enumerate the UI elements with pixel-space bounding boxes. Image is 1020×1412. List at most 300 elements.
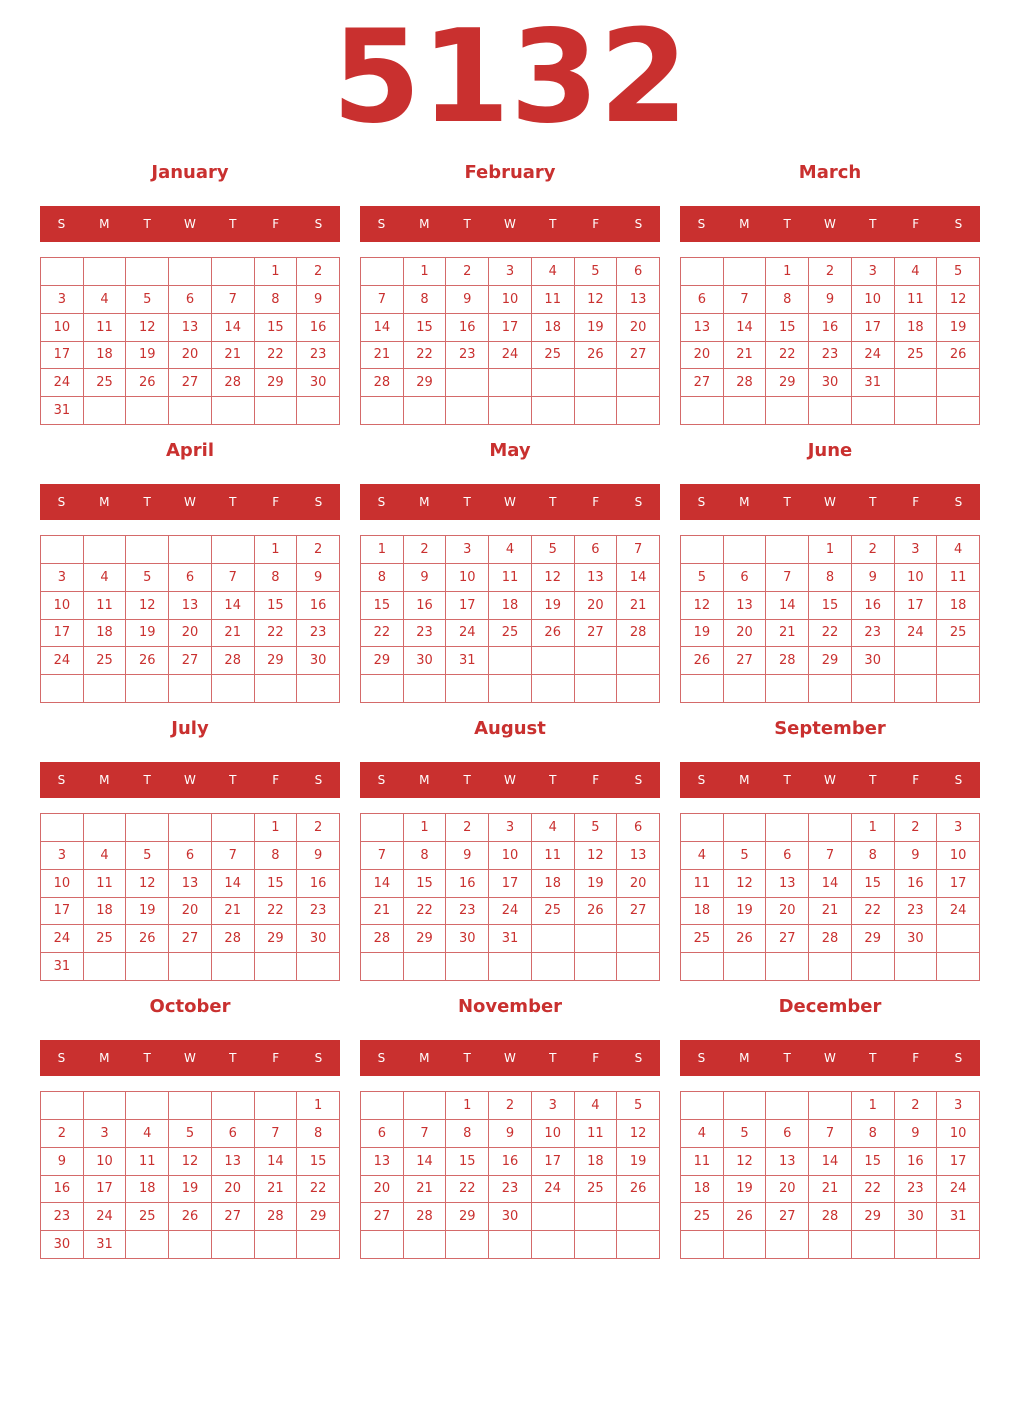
day-cell <box>297 397 340 425</box>
day-cell: 16 <box>446 870 489 898</box>
day-cell: 11 <box>532 842 575 870</box>
weekday-label: M <box>739 495 750 509</box>
day-cell <box>937 925 980 953</box>
day-cell: 8 <box>361 564 404 592</box>
day-cell: 13 <box>169 592 212 620</box>
day-cell: 23 <box>446 898 489 926</box>
day-cell: 18 <box>937 592 980 620</box>
weekday-label: T <box>143 1051 151 1065</box>
day-cell: 27 <box>212 1203 255 1231</box>
weekday-label: M <box>739 1051 750 1065</box>
day-cell: 6 <box>361 1120 404 1148</box>
month-name: September <box>774 718 886 739</box>
day-cell: 31 <box>489 925 532 953</box>
day-cell: 14 <box>809 870 852 898</box>
day-cell: 29 <box>809 647 852 675</box>
day-cell: 15 <box>297 1148 340 1176</box>
day-cell <box>809 1231 852 1259</box>
month-name: June <box>807 440 853 461</box>
day-cell: 15 <box>255 870 298 898</box>
day-cell: 6 <box>617 258 660 286</box>
day-cell <box>212 536 255 564</box>
day-cell: 16 <box>895 870 938 898</box>
day-cell: 28 <box>724 369 767 397</box>
day-cell <box>169 1092 212 1120</box>
day-cell: 28 <box>361 369 404 397</box>
weekday-label: S <box>314 495 323 509</box>
day-cell <box>361 814 404 842</box>
day-cell <box>126 258 169 286</box>
day-cell: 31 <box>41 397 84 425</box>
weekday-label: T <box>463 495 471 509</box>
day-cell: 11 <box>681 1148 724 1176</box>
day-cell: 20 <box>617 314 660 342</box>
day-cell <box>724 1231 767 1259</box>
day-cell: 26 <box>681 647 724 675</box>
day-cell: 21 <box>212 898 255 926</box>
day-cell <box>724 536 767 564</box>
day-cell: 16 <box>41 1176 84 1204</box>
day-cell: 21 <box>809 898 852 926</box>
day-cell: 12 <box>681 592 724 620</box>
weekday-label: S <box>377 1051 386 1065</box>
day-cell: 22 <box>404 342 447 370</box>
day-cell: 22 <box>255 342 298 370</box>
day-cell <box>681 675 724 703</box>
month-june <box>680 438 980 703</box>
weekday-label: S <box>634 773 643 787</box>
day-cell <box>766 397 809 425</box>
day-cell: 16 <box>489 1148 532 1176</box>
weekday-label: M <box>419 773 430 787</box>
day-cell: 22 <box>766 342 809 370</box>
day-cell: 19 <box>575 870 618 898</box>
day-cell: 15 <box>255 592 298 620</box>
day-cell: 24 <box>937 898 980 926</box>
day-cell: 10 <box>937 842 980 870</box>
day-cell <box>617 1203 660 1231</box>
day-cell: 30 <box>895 925 938 953</box>
day-cell: 27 <box>681 369 724 397</box>
day-cell <box>532 925 575 953</box>
weekday-label: W <box>824 773 836 787</box>
day-cell <box>126 814 169 842</box>
day-cell: 28 <box>212 369 255 397</box>
day-cell <box>809 675 852 703</box>
day-cell: 15 <box>361 592 404 620</box>
day-cell: 17 <box>532 1148 575 1176</box>
day-cell: 20 <box>575 592 618 620</box>
day-cell: 26 <box>126 925 169 953</box>
day-cell <box>84 953 127 981</box>
day-cell <box>212 953 255 981</box>
day-cell: 20 <box>361 1176 404 1204</box>
day-cell: 18 <box>575 1148 618 1176</box>
weekday-label: F <box>912 1051 920 1065</box>
day-cell: 17 <box>489 870 532 898</box>
day-cell: 21 <box>212 342 255 370</box>
day-cell: 2 <box>297 258 340 286</box>
day-cell: 13 <box>169 314 212 342</box>
day-cell: 3 <box>937 814 980 842</box>
day-cell: 4 <box>681 1120 724 1148</box>
day-cell <box>169 258 212 286</box>
day-cell <box>361 1092 404 1120</box>
day-cell: 31 <box>937 1203 980 1231</box>
day-cell: 11 <box>84 314 127 342</box>
day-cell <box>255 953 298 981</box>
day-cell: 20 <box>169 898 212 926</box>
day-cell: 2 <box>895 1092 938 1120</box>
weekday-label: S <box>697 773 706 787</box>
day-cell: 7 <box>212 286 255 314</box>
day-cell: 26 <box>575 898 618 926</box>
month-july <box>40 716 340 981</box>
day-cell <box>169 536 212 564</box>
day-cell: 7 <box>361 842 404 870</box>
day-grid <box>360 1091 660 1259</box>
day-cell: 5 <box>724 1120 767 1148</box>
day-cell: 15 <box>404 870 447 898</box>
weekday-label: F <box>272 495 280 509</box>
day-cell <box>532 1203 575 1231</box>
day-cell: 25 <box>895 342 938 370</box>
day-cell: 2 <box>41 1120 84 1148</box>
month-name: August <box>474 718 546 739</box>
day-cell: 24 <box>532 1176 575 1204</box>
day-cell: 26 <box>724 925 767 953</box>
month-name: May <box>489 440 531 461</box>
day-cell: 21 <box>766 620 809 648</box>
day-cell: 7 <box>766 564 809 592</box>
weekday-label: T <box>463 217 471 231</box>
day-cell: 13 <box>575 564 618 592</box>
month-march <box>680 160 980 425</box>
day-cell: 15 <box>809 592 852 620</box>
day-cell <box>169 1231 212 1259</box>
day-cell <box>84 1092 127 1120</box>
day-cell: 24 <box>446 620 489 648</box>
weekday-label: F <box>592 217 600 231</box>
weekday-label: T <box>869 773 877 787</box>
weekday-label: T <box>143 773 151 787</box>
day-cell <box>681 1231 724 1259</box>
day-cell: 7 <box>724 286 767 314</box>
day-cell: 12 <box>575 286 618 314</box>
day-cell: 12 <box>575 842 618 870</box>
day-cell <box>446 953 489 981</box>
day-cell: 28 <box>617 620 660 648</box>
day-cell: 30 <box>404 647 447 675</box>
day-cell <box>617 647 660 675</box>
day-cell: 10 <box>937 1120 980 1148</box>
day-cell: 15 <box>255 314 298 342</box>
day-grid <box>680 1091 980 1259</box>
day-cell: 23 <box>809 342 852 370</box>
day-cell: 15 <box>446 1148 489 1176</box>
day-cell: 27 <box>766 925 809 953</box>
day-cell: 4 <box>489 536 532 564</box>
day-cell: 5 <box>126 564 169 592</box>
weekday-header <box>360 762 660 798</box>
day-cell: 27 <box>169 647 212 675</box>
weekday-label: S <box>697 217 706 231</box>
day-cell: 5 <box>169 1120 212 1148</box>
day-cell: 3 <box>852 258 895 286</box>
day-cell: 23 <box>297 620 340 648</box>
day-cell <box>169 953 212 981</box>
weekday-label: T <box>549 1051 557 1065</box>
day-cell: 27 <box>724 647 767 675</box>
day-cell: 7 <box>617 536 660 564</box>
day-cell: 17 <box>489 314 532 342</box>
weekday-label: F <box>272 1051 280 1065</box>
day-cell <box>575 953 618 981</box>
day-cell: 8 <box>852 842 895 870</box>
day-cell <box>404 397 447 425</box>
day-cell: 12 <box>126 870 169 898</box>
weekday-label: T <box>229 1051 237 1065</box>
day-cell <box>41 536 84 564</box>
day-cell: 26 <box>126 369 169 397</box>
weekday-label: M <box>99 1051 110 1065</box>
weekday-label: W <box>824 217 836 231</box>
day-cell <box>361 258 404 286</box>
day-cell <box>532 953 575 981</box>
day-cell <box>212 397 255 425</box>
day-cell: 2 <box>297 814 340 842</box>
day-cell: 1 <box>361 536 404 564</box>
day-cell: 27 <box>766 1203 809 1231</box>
day-grid <box>680 257 980 425</box>
day-cell <box>126 953 169 981</box>
day-cell <box>489 1231 532 1259</box>
day-cell: 6 <box>681 286 724 314</box>
day-cell: 30 <box>852 647 895 675</box>
day-cell: 7 <box>255 1120 298 1148</box>
day-cell <box>724 953 767 981</box>
day-cell: 7 <box>361 286 404 314</box>
day-cell: 17 <box>41 620 84 648</box>
weekday-label: M <box>99 495 110 509</box>
day-cell: 2 <box>446 258 489 286</box>
month-may <box>360 438 660 703</box>
weekday-label: W <box>824 495 836 509</box>
day-cell: 25 <box>84 925 127 953</box>
year-title: 5132 <box>331 3 689 152</box>
day-cell: 22 <box>446 1176 489 1204</box>
day-cell: 27 <box>361 1203 404 1231</box>
day-cell: 14 <box>361 314 404 342</box>
day-grid <box>40 1091 340 1259</box>
day-cell: 24 <box>937 1176 980 1204</box>
day-cell <box>681 536 724 564</box>
weekday-label: S <box>314 217 323 231</box>
day-cell: 1 <box>446 1092 489 1120</box>
day-cell: 13 <box>361 1148 404 1176</box>
day-cell: 1 <box>404 258 447 286</box>
day-cell: 20 <box>212 1176 255 1204</box>
day-cell: 5 <box>575 258 618 286</box>
month-september <box>680 716 980 981</box>
day-cell: 6 <box>169 842 212 870</box>
day-cell: 20 <box>169 620 212 648</box>
day-cell <box>575 675 618 703</box>
day-cell: 6 <box>617 814 660 842</box>
day-cell: 30 <box>297 647 340 675</box>
day-cell: 24 <box>852 342 895 370</box>
day-cell: 13 <box>212 1148 255 1176</box>
weekday-label: M <box>99 217 110 231</box>
weekday-label: S <box>954 217 963 231</box>
weekday-label: S <box>377 773 386 787</box>
day-cell: 16 <box>297 592 340 620</box>
day-cell <box>212 258 255 286</box>
weekday-header <box>680 206 980 242</box>
month-name: July <box>171 718 209 739</box>
weekday-label: T <box>869 495 877 509</box>
day-cell <box>255 397 298 425</box>
day-cell <box>489 369 532 397</box>
day-cell <box>361 1231 404 1259</box>
day-cell: 1 <box>809 536 852 564</box>
day-cell <box>446 675 489 703</box>
day-cell: 5 <box>937 258 980 286</box>
day-cell: 3 <box>84 1120 127 1148</box>
day-cell: 10 <box>895 564 938 592</box>
day-cell: 11 <box>84 870 127 898</box>
day-cell <box>617 369 660 397</box>
day-cell: 29 <box>404 369 447 397</box>
day-cell: 19 <box>724 898 767 926</box>
day-cell: 14 <box>766 592 809 620</box>
day-cell: 4 <box>84 286 127 314</box>
day-cell: 16 <box>297 870 340 898</box>
day-cell: 11 <box>681 870 724 898</box>
day-cell <box>575 1203 618 1231</box>
day-cell: 8 <box>404 286 447 314</box>
weekday-label: T <box>229 217 237 231</box>
day-cell: 9 <box>404 564 447 592</box>
day-cell: 5 <box>617 1092 660 1120</box>
day-cell: 7 <box>809 842 852 870</box>
day-cell: 8 <box>255 286 298 314</box>
day-cell <box>169 814 212 842</box>
weekday-label: W <box>504 773 516 787</box>
day-cell: 30 <box>489 1203 532 1231</box>
day-cell <box>681 258 724 286</box>
day-cell <box>41 258 84 286</box>
day-cell: 29 <box>361 647 404 675</box>
day-cell: 22 <box>809 620 852 648</box>
day-cell: 2 <box>404 536 447 564</box>
day-cell: 3 <box>489 814 532 842</box>
day-cell: 13 <box>766 1148 809 1176</box>
day-cell: 7 <box>212 842 255 870</box>
day-cell: 8 <box>809 564 852 592</box>
month-january <box>40 160 340 425</box>
day-cell: 29 <box>255 369 298 397</box>
day-grid <box>360 257 660 425</box>
day-cell: 18 <box>681 898 724 926</box>
day-cell: 9 <box>297 286 340 314</box>
day-cell: 10 <box>84 1148 127 1176</box>
day-cell: 10 <box>41 592 84 620</box>
day-cell <box>84 675 127 703</box>
weekday-label: S <box>57 495 66 509</box>
day-cell <box>766 814 809 842</box>
day-cell: 14 <box>212 592 255 620</box>
day-cell <box>617 1231 660 1259</box>
day-cell <box>169 397 212 425</box>
day-cell: 17 <box>852 314 895 342</box>
day-cell: 17 <box>937 870 980 898</box>
day-cell <box>766 1092 809 1120</box>
day-cell <box>575 1231 618 1259</box>
day-cell: 19 <box>617 1148 660 1176</box>
day-cell: 1 <box>766 258 809 286</box>
day-cell: 16 <box>895 1148 938 1176</box>
day-cell <box>126 675 169 703</box>
day-cell: 25 <box>575 1176 618 1204</box>
day-cell: 4 <box>575 1092 618 1120</box>
day-cell: 5 <box>681 564 724 592</box>
day-cell: 1 <box>255 536 298 564</box>
weekday-header <box>40 206 340 242</box>
day-cell: 24 <box>41 369 84 397</box>
weekday-label: T <box>143 217 151 231</box>
day-cell: 13 <box>617 842 660 870</box>
day-cell: 18 <box>489 592 532 620</box>
day-cell: 14 <box>361 870 404 898</box>
day-cell: 7 <box>809 1120 852 1148</box>
day-cell: 29 <box>404 925 447 953</box>
day-cell: 26 <box>575 342 618 370</box>
weekday-label: W <box>184 773 196 787</box>
weekday-label: S <box>57 773 66 787</box>
day-cell: 20 <box>766 1176 809 1204</box>
day-cell: 21 <box>617 592 660 620</box>
day-cell: 6 <box>724 564 767 592</box>
day-cell: 14 <box>617 564 660 592</box>
day-cell: 22 <box>852 898 895 926</box>
day-cell: 21 <box>255 1176 298 1204</box>
day-cell: 25 <box>937 620 980 648</box>
day-cell <box>41 1092 84 1120</box>
day-cell <box>489 397 532 425</box>
day-cell: 23 <box>446 342 489 370</box>
weekday-header <box>680 1040 980 1076</box>
day-cell: 8 <box>255 842 298 870</box>
weekday-label: S <box>634 1051 643 1065</box>
weekday-label: S <box>57 1051 66 1065</box>
day-cell: 13 <box>681 314 724 342</box>
day-cell: 21 <box>361 342 404 370</box>
day-cell <box>489 953 532 981</box>
weekday-label: M <box>419 217 430 231</box>
day-cell: 13 <box>766 870 809 898</box>
day-cell: 12 <box>617 1120 660 1148</box>
day-cell <box>575 925 618 953</box>
weekday-label: F <box>912 495 920 509</box>
day-cell <box>126 397 169 425</box>
day-cell: 25 <box>532 342 575 370</box>
day-cell: 6 <box>766 842 809 870</box>
day-cell: 21 <box>361 898 404 926</box>
day-cell: 19 <box>126 620 169 648</box>
day-cell: 26 <box>126 647 169 675</box>
day-cell: 6 <box>575 536 618 564</box>
